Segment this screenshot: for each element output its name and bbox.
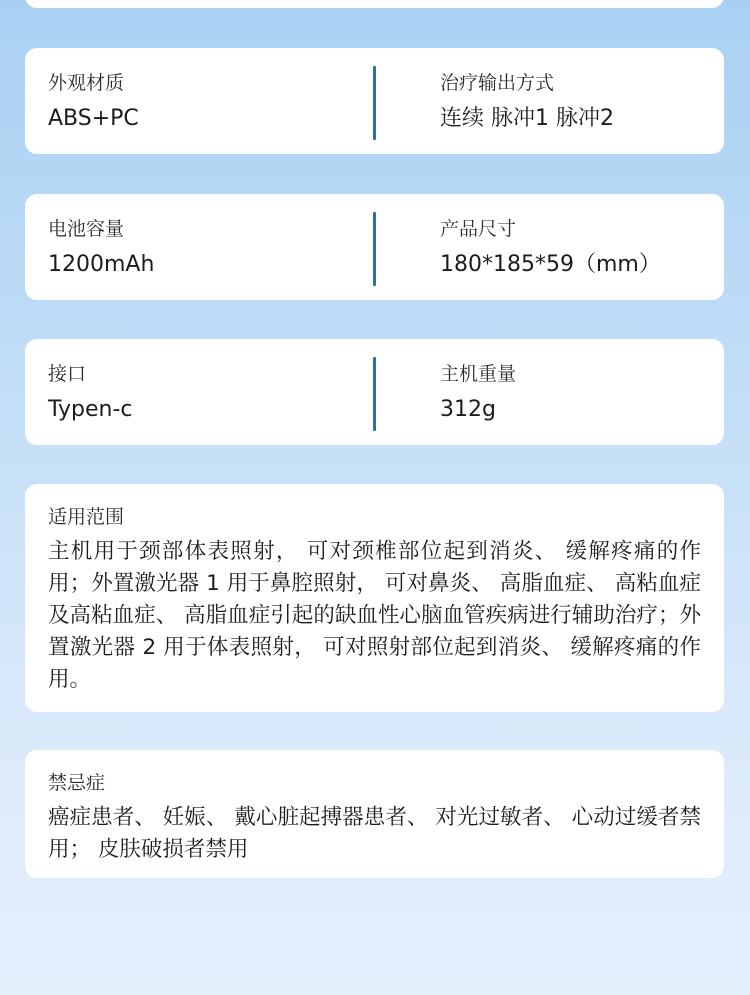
column-divider: [373, 212, 376, 286]
contraindications-title: 禁忌症: [48, 772, 106, 794]
spec-material: [48, 70, 139, 134]
spec-value: Typen-c: [48, 397, 133, 422]
spec-label: 主机重量: [440, 363, 517, 385]
spec-value: 1200mAh: [48, 252, 155, 277]
scope-card: [25, 484, 724, 712]
top-card-edge: [25, 0, 724, 8]
spec-card-interface: [25, 339, 724, 445]
spec-battery: [48, 216, 154, 280]
spec-value: ABS+PC: [48, 106, 139, 131]
contraindications-body: 癌症患者、 妊娠、 戴心脏起搏器患者、 对光过敏者、 心动过缓者禁用； 皮肤破损者禁用: [48, 805, 701, 862]
column-divider: [373, 66, 376, 140]
contraindications-card: [25, 750, 724, 878]
spec-card-battery: [25, 194, 724, 300]
spec-card-material: [25, 48, 724, 154]
spec-label: 接口: [48, 363, 87, 385]
spec-label: 电池容量: [48, 218, 125, 240]
spec-value: 180*185*59（mm）: [440, 252, 661, 277]
spec-label: 产品尺寸: [440, 218, 517, 240]
spec-interface: [48, 361, 133, 425]
spec-value: 连续 脉冲1 脉冲2: [440, 106, 614, 131]
scope-body: 主机用于颈部体表照射， 可对颈椎部位起到消炎、 缓解疼痛的作用；外置激光器 1 用于鼻腔照射， 可对鼻炎、 高脂血症、 高粘血症及高粘血症、 高脂血症引起的缺血性心脑血管疾病进行辅助治疗；外置激光器 2 用于体表照射， 可对照射部位起到消炎、 缓解疼痛的作用。: [48, 539, 701, 692]
spec-dimensions: [440, 216, 661, 280]
spec-label: 外观材质: [48, 72, 125, 94]
spec-weight: [440, 361, 516, 425]
scope-title: 适用范围: [48, 506, 125, 528]
spec-value: 312g: [440, 397, 496, 422]
spec-label: 治疗输出方式: [440, 72, 555, 94]
spec-output-mode: [440, 70, 614, 134]
column-divider: [373, 357, 376, 431]
